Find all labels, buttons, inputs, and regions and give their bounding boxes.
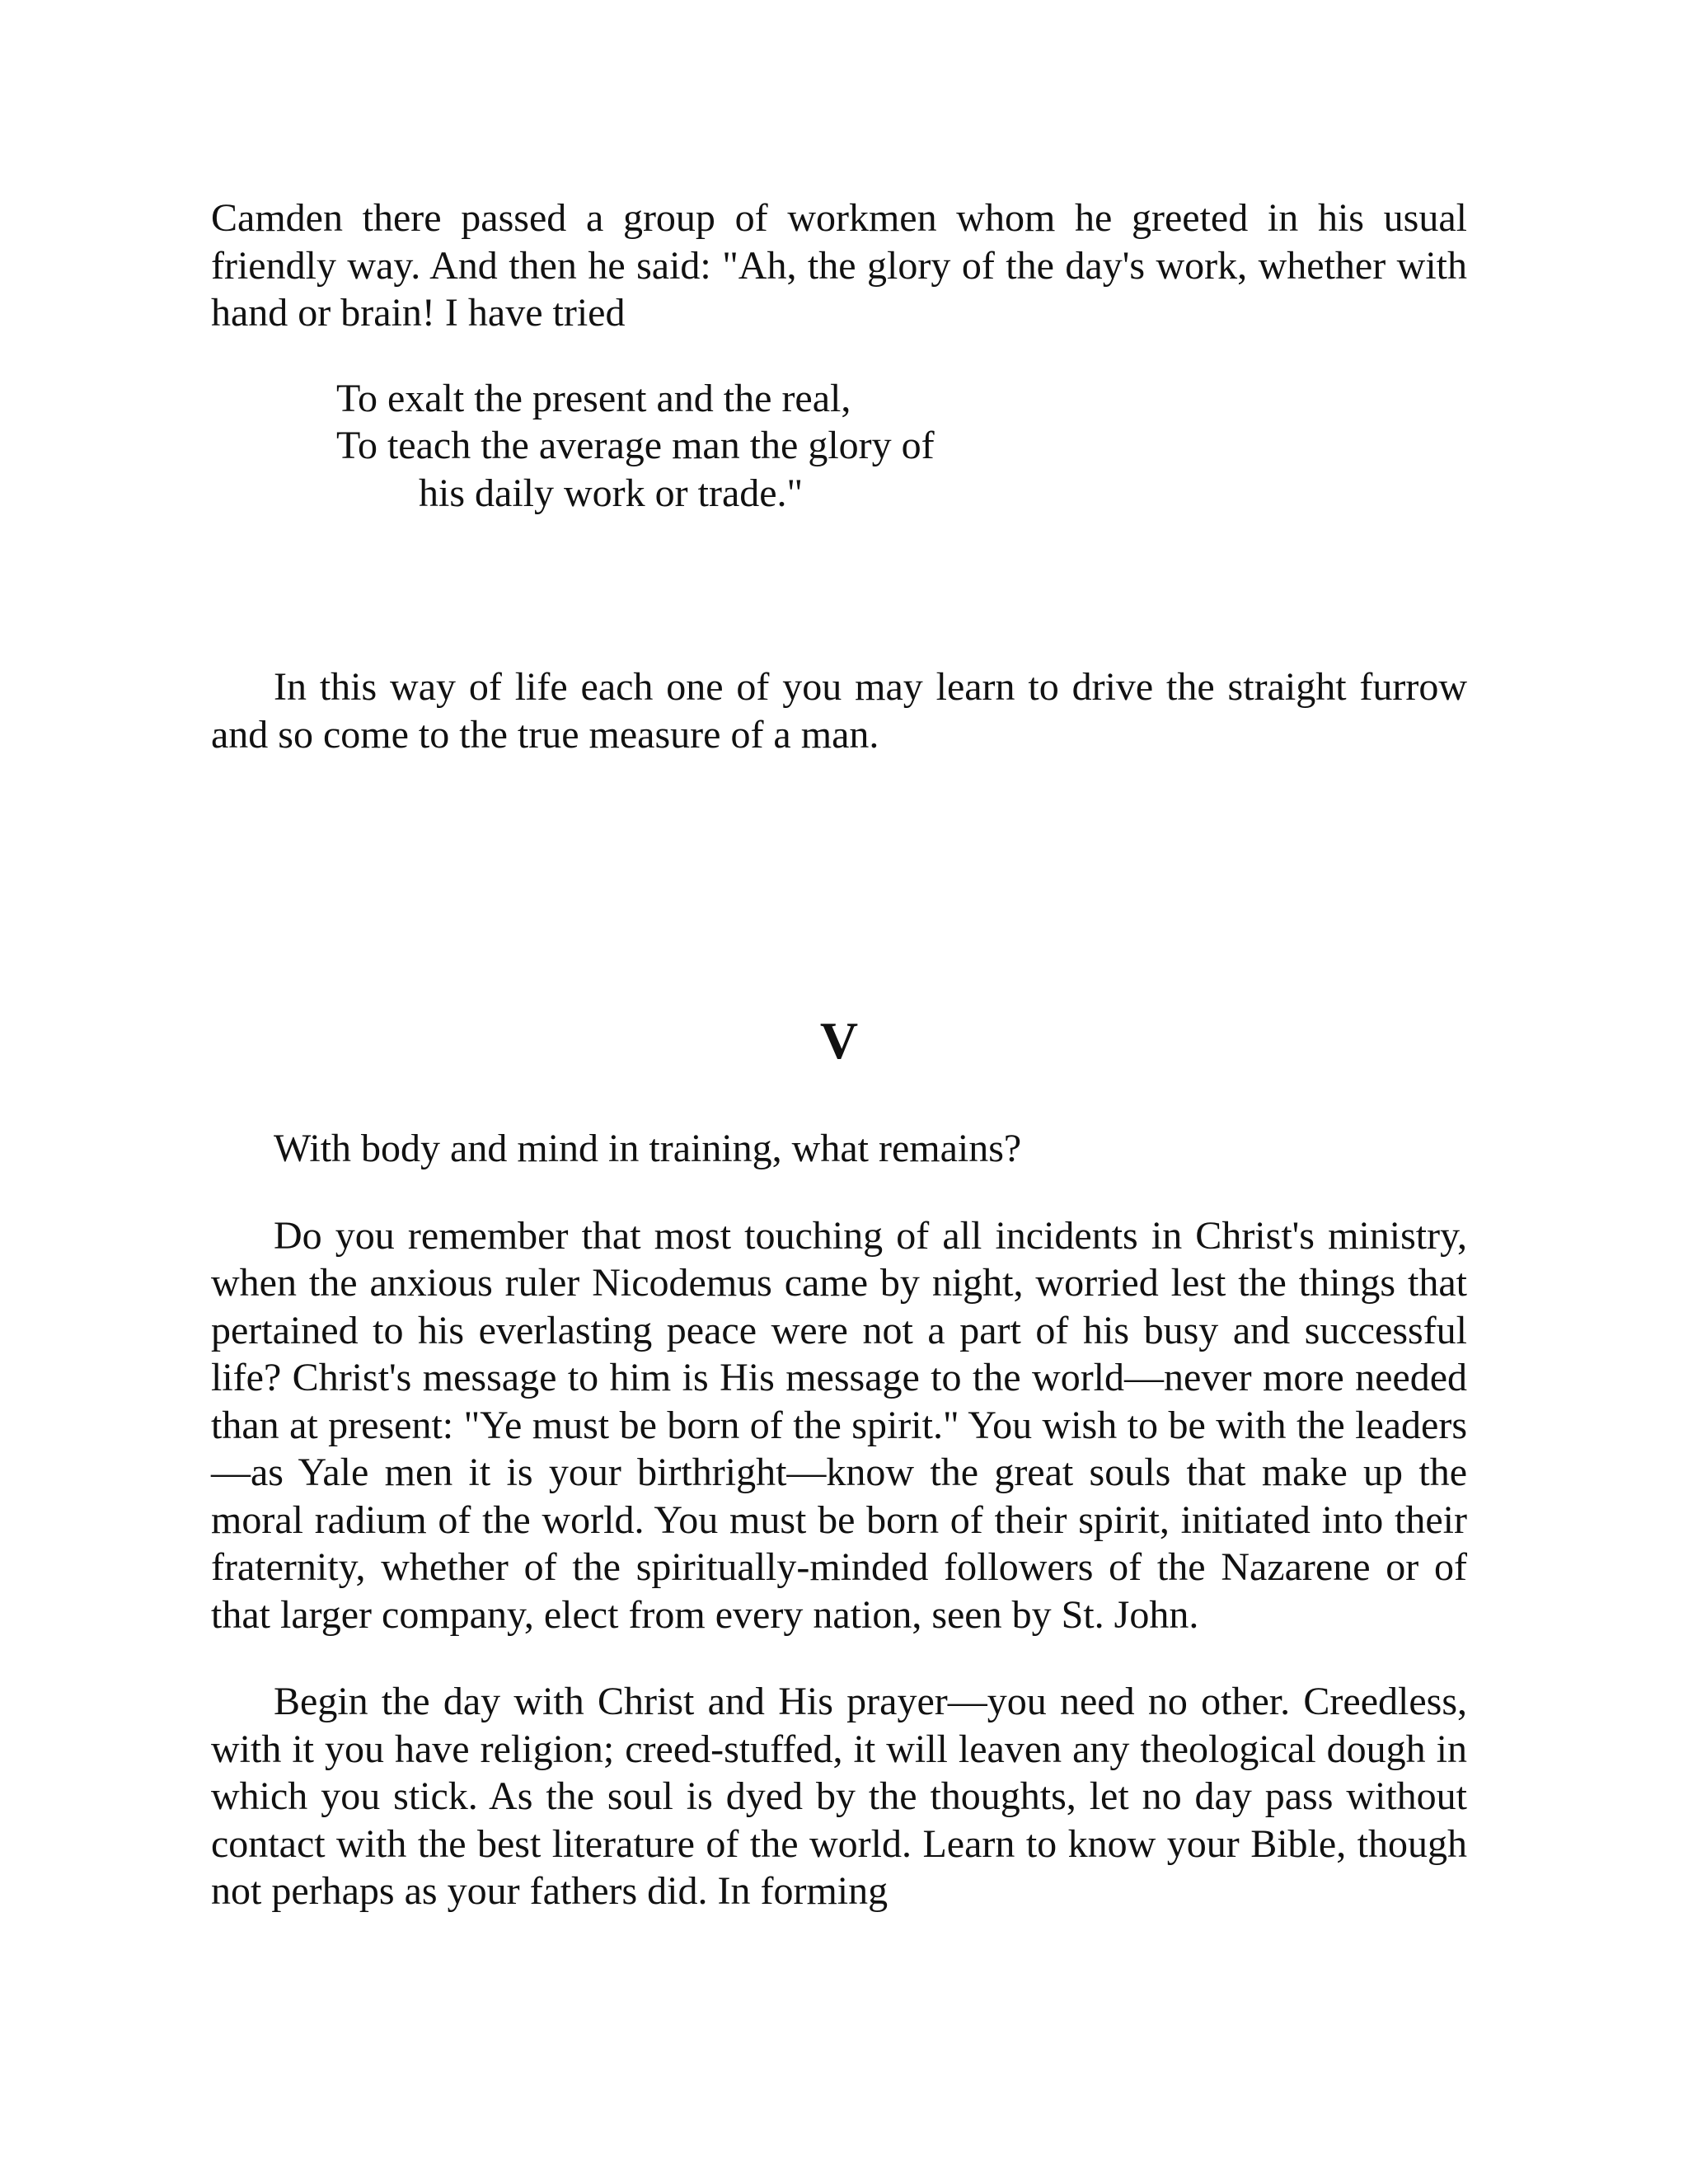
poem-line-3: his daily work or trade." <box>419 471 804 515</box>
poem-line-2: To teach the average man the glory of <box>336 424 935 467</box>
paragraph-nicodemus: Do you remember that most touching of all incidents in Christ's ministry, when the anxious ruler Nicodemus came by night, worried lest the things that pertained to his everlasting peace were not a part of his busy and successful life? Christ's message to him is His message to the world—never more needed than at present: "Ye must be born of the spirit." You wish to be with the leaders—as Yale men it is your birthright—know the great souls that make up the moral radium of the world. You must be born of their spirit, initiated into their fraternity, whether of the spiritually-minded followers of the Nazarene or of that larger company, elect from every nation, seen by St. John. <box>211 1213 1467 1637</box>
document-page <box>211 194 1467 1915</box>
section-heading: V <box>819 1011 859 1070</box>
paragraph-camden: Camden there passed a group of workmen whom he greeted in his usual friendly way. And then he said: "Ah, the glory of the day's work, whether with hand or brain! I have tried <box>211 196 1467 335</box>
paragraph-what-remains: With body and mind in training, what remains? <box>274 1127 1022 1170</box>
poem-quote <box>336 375 1467 518</box>
poem-line-1: To exalt the present and the real, <box>336 376 851 420</box>
paragraph-begin-the-day: Begin the day with Christ and His prayer—you need no other. Creedless, with it you have religion; creed-stuffed, it will leaven any theological dough in which you stick. As the soul is dyed by the thoughts, let no day pass without contact with the best literature of the world. Learn to know your Bible, though not perhaps as your fathers did. In forming <box>211 1680 1467 1913</box>
paragraph-straight-furrow: In this way of life each one of you may learn to drive the straight furrow and so come to the true measure of a man. <box>211 665 1467 757</box>
